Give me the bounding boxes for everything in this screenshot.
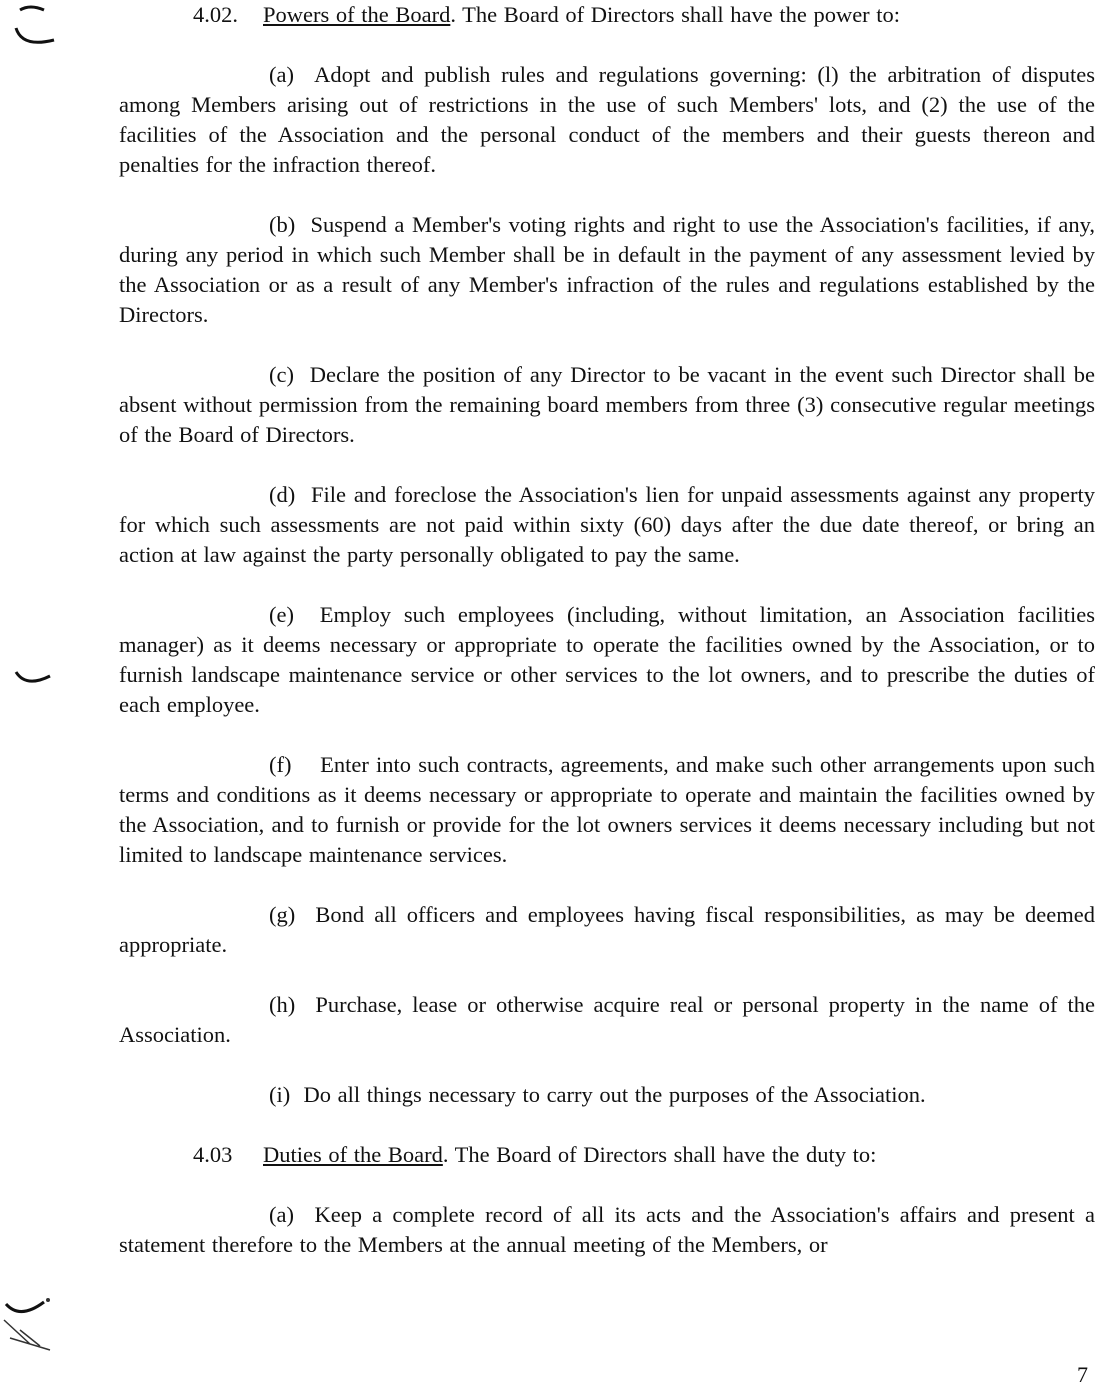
item-label: (e) <box>269 602 294 627</box>
paragraph-4-02-d <box>119 480 1095 570</box>
paragraph-4-02-e <box>119 600 1095 720</box>
section-title: Duties of the Board <box>263 1142 443 1167</box>
margin-mark-top <box>0 0 70 60</box>
section-intro: . The Board of Directors shall have the power to: <box>450 2 901 27</box>
paragraph-4-02-h <box>119 990 1095 1050</box>
section-title: Powers of the Board <box>263 2 451 27</box>
item-text: Suspend a Member's voting rights and right to use the Association's facilities, if any, during any period in which such Member shall be in default in the payment of any assessment levied by the Association or as a result of any Member's infraction of the rules and regulations established by the Directors. <box>119 212 1095 327</box>
item-label: (h) <box>269 992 296 1017</box>
margin-mark-middle <box>0 660 70 700</box>
paragraph-4-03-a <box>119 1200 1095 1260</box>
page-number: 7 <box>1077 1362 1088 1387</box>
section-number: 4.03 <box>193 1142 233 1167</box>
paragraph-4-02-b <box>119 210 1095 330</box>
item-label: (d) <box>269 482 296 507</box>
item-text: Do all things necessary to carry out the purposes of the Association. <box>303 1082 926 1107</box>
document-body <box>119 0 1095 1260</box>
item-text: File and foreclose the Association's lien for unpaid assessments against any property for which such assessments are not paid within sixty (60) days after the due date thereof, or bring an action at law against the party personally obligated to pay the same. <box>119 482 1096 567</box>
paragraph-4-02-f <box>119 750 1095 870</box>
item-label: (c) <box>269 362 294 387</box>
item-label: (b) <box>269 212 296 237</box>
item-label: (i) <box>269 1082 291 1107</box>
item-label: (a) <box>269 1202 294 1227</box>
item-label: (a) <box>269 62 294 87</box>
item-text: Bond all officers and employees having fiscal responsibilities, as may be deemed appropriate. <box>119 902 1095 957</box>
section-heading-4-02 <box>119 0 1095 30</box>
section-heading-4-03 <box>119 1140 1095 1170</box>
section-number: 4.02. <box>193 2 238 27</box>
section-intro: . The Board of Directors shall have the duty to: <box>442 1142 877 1167</box>
item-text: Enter into such contracts, agreements, and make such other arrangements upon such terms and conditions as it deems necessary or appropriate to operate and maintain the facilities owned by the Association, and to furnish or provide for the lot owners services it deems necessary including but not limited to landscape maintenance services. <box>119 752 1095 867</box>
item-text: Declare the position of any Director to be vacant in the event such Director shall be absent without permission from the remaining board members from three (3) consecutive regular meetings of the Board of Directors. <box>119 362 1095 447</box>
paragraph-4-02-c <box>119 360 1095 450</box>
margin-mark-bottom <box>0 1280 70 1360</box>
item-text: Purchase, lease or otherwise acquire real or personal property in the name of the Association. <box>119 992 1095 1047</box>
item-label: (g) <box>269 902 296 927</box>
paragraph-4-02-g <box>119 900 1095 960</box>
item-text: Keep a complete record of all its acts and the Association's affairs and present a statement therefore to the Members at the annual meeting of the Members, or <box>119 1202 1095 1257</box>
paragraph-4-02-a <box>119 60 1095 180</box>
item-text: Adopt and publish rules and regulations governing: (l) the arbitration of disputes among Members arising out of restrictions in the use of such Members' lots, and (2) the use of the facilities of the Association and the personal conduct of the members and their guests thereon and penalties for the infraction thereof. <box>119 62 1095 177</box>
item-text: Employ such employees (including, without limitation, an Association facilities manager) as it deems necessary or appropriate to operate the facilities owned by the Association, or to furnish landscape maintenance service or other services to the lot owners, and to prescribe the duties of each employee. <box>119 602 1096 717</box>
item-label: (f) <box>269 752 292 777</box>
paragraph-4-02-i <box>119 1080 1095 1110</box>
